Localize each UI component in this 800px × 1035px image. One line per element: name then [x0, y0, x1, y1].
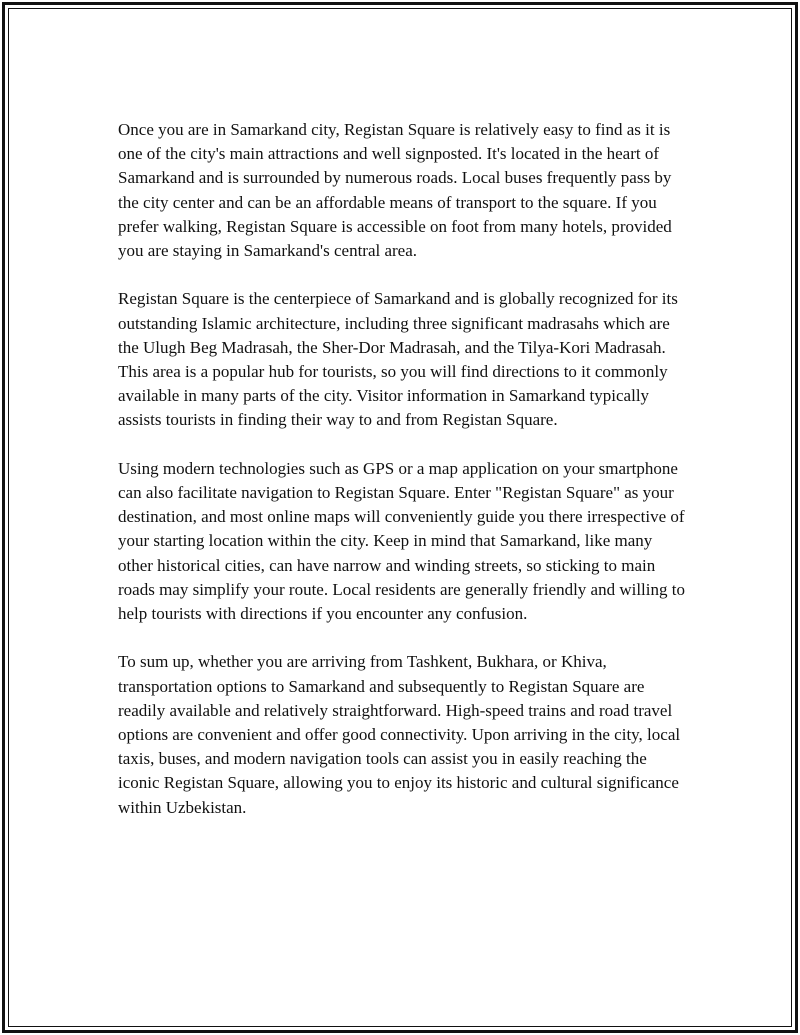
- paragraph-registan-centerpiece: Registan Square is the centerpiece of Samarkand and is globally recognized for its outstanding Islamic architecture, including three significant madrasahs which are the Ulugh Beg Madrasah, the Sher-Dor Madrasah, and the Tilya-Kori Madrasah. This area is a popular hub for tourists, so you will find directions to it commonly available in many parts of the city. Visitor information in Samarkand typically assists tourists in finding their way to and from Registan Square.: [118, 289, 678, 430]
- paragraph-summary: To sum up, whether you are arriving from Tashkent, Bukhara, or Khiva, transportation options to Samarkand and subsequently to Registan Square are readily available and relatively straightforward. High-speed trains and road travel options are convenient and offer good connectivity. Upon arriving in the city, local taxis, buses, and modern navigation tools can assist you in easily reaching the iconic Registan Square, allowing you to enjoy its historic and cultural significance within Uzbekistan.: [118, 652, 681, 817]
- document-body: [118, 118, 686, 844]
- paragraph-navigation-technology: Using modern technologies such as GPS or a map application on your smartphone can also facilitate navigation to Registan Square. Enter "Registan Square" as your destination, and most online maps will conveniently guide you there irrespective of your starting location within the city. Keep in mind that Samarkand, like many other historical cities, can have narrow and winding streets, so sticking to main roads may simplify your route. Local residents are generally friendly and willing to help tourists with directions if you encounter any confusion.: [118, 458, 685, 624]
- paragraph-finding-registan: Once you are in Samarkand city, Registan Square is relatively easy to find as it is one of the city's main attractions and well signposted. It's located in the heart of Samarkand and is surrounded by numerous roads. Local buses frequently pass by the city center and can be an affordable means of transport to the square. If you prefer walking, Registan Square is accessible on foot from many hotels, provided you are staying in Samarkand's central area.: [118, 120, 672, 261]
